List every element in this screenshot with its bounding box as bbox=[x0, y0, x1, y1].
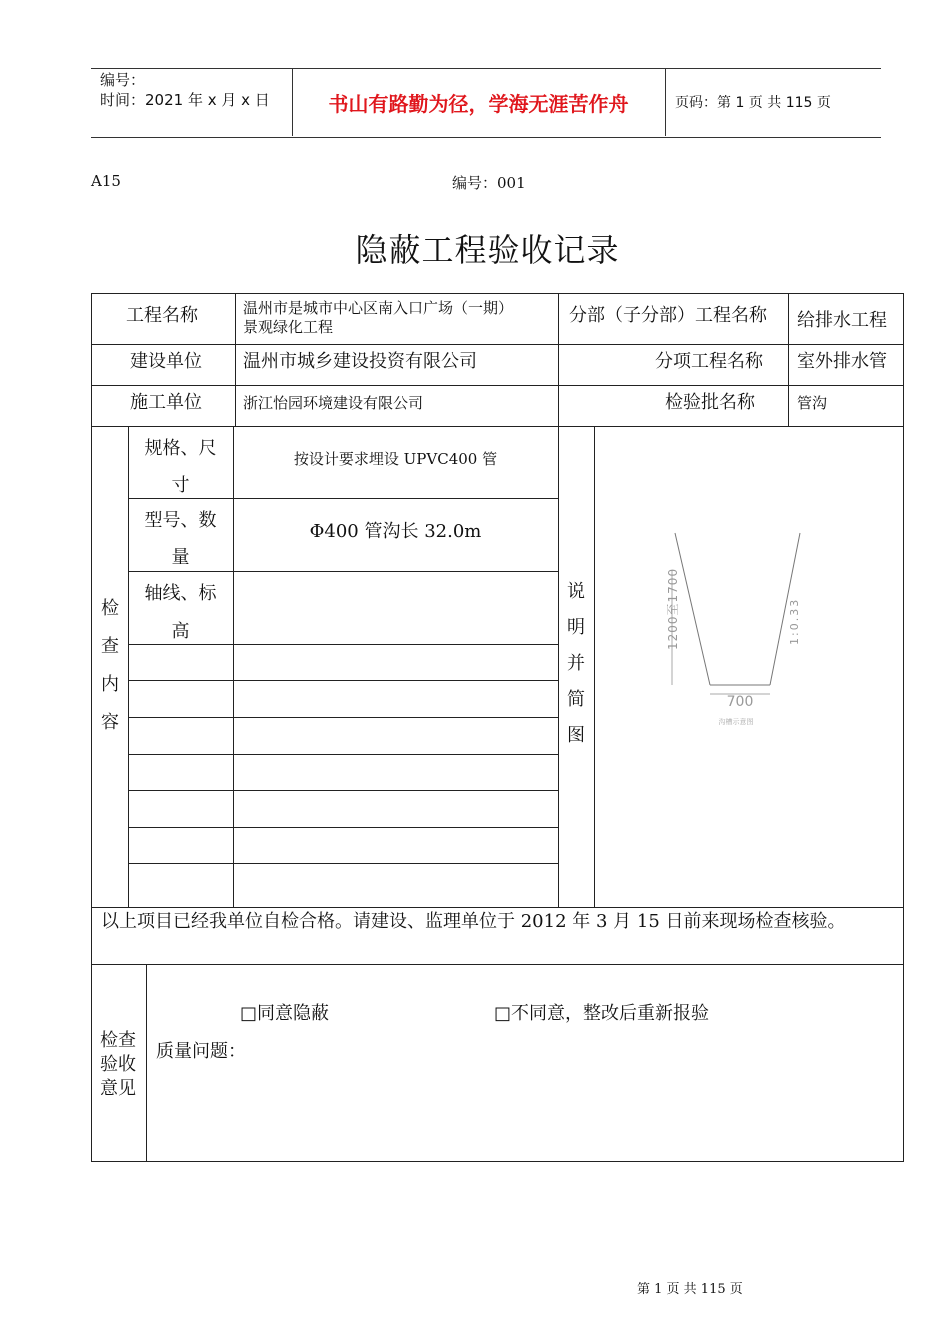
explain-label bbox=[564, 574, 588, 754]
model-label bbox=[128, 502, 233, 576]
footer-page: 第 1 页 共 115 页 bbox=[637, 1282, 743, 1297]
label-line: 寸 bbox=[171, 475, 190, 496]
label-char: 检 bbox=[101, 598, 119, 619]
table-line bbox=[91, 1161, 904, 1162]
header-meta bbox=[100, 70, 270, 110]
table-line bbox=[558, 293, 559, 907]
label-char: 简 bbox=[567, 689, 585, 710]
label-char: 查 bbox=[101, 636, 119, 657]
header-divider bbox=[665, 68, 666, 136]
label-char: 说 bbox=[567, 581, 585, 602]
label-char: 并 bbox=[567, 653, 585, 674]
project-name-line: 景观绿化工程 bbox=[243, 318, 334, 336]
table-line bbox=[594, 426, 595, 907]
spec-label bbox=[128, 430, 233, 504]
table-line bbox=[91, 293, 904, 294]
label-char: 明 bbox=[567, 617, 585, 638]
label-line: 高 bbox=[171, 621, 190, 642]
label-line: 意见 bbox=[100, 1078, 136, 1099]
construct-unit-label: 施工单位 bbox=[130, 392, 202, 413]
doc-code: A15 bbox=[91, 172, 121, 190]
header-number: 编号： bbox=[100, 71, 146, 89]
label-line: 规格、尺 bbox=[144, 438, 217, 459]
label-line: 验收 bbox=[100, 1054, 136, 1075]
self-check-text: 以上项目已经我单位自检合格。请建设、监理单位于 2012 年 3 月 15 日前来现场检查核验。 bbox=[101, 911, 846, 932]
doc-title: 隐蔽工程验收记录 bbox=[355, 231, 620, 269]
quality-label: 质量问题： bbox=[156, 1041, 246, 1062]
axis-label bbox=[128, 575, 233, 651]
disagree-option[interactable]: □不同意，整改后重新报验 bbox=[494, 1003, 710, 1024]
agree-option[interactable]: □同意隐蔽 bbox=[240, 1003, 330, 1024]
label-line: 型号、数 bbox=[144, 510, 217, 531]
table-line bbox=[128, 863, 558, 864]
header-page-info: 页码：第 1 页 共 115 页 bbox=[675, 95, 831, 111]
model-value: Φ400 管沟长 32.0m bbox=[309, 521, 482, 542]
label-line: 轴线、标 bbox=[144, 583, 217, 604]
opinion-label bbox=[100, 1029, 136, 1101]
label-char: 容 bbox=[101, 712, 119, 733]
check-content-label bbox=[98, 590, 122, 742]
table-line bbox=[128, 754, 558, 755]
table-line bbox=[128, 680, 558, 681]
table-line bbox=[233, 426, 234, 907]
sub-project-value: 给排水工程 bbox=[797, 310, 887, 331]
table-line bbox=[788, 293, 789, 426]
label-line: 量 bbox=[171, 547, 190, 568]
project-name-label: 工程名称 bbox=[126, 305, 198, 326]
table-line bbox=[91, 293, 92, 1162]
build-unit-value: 温州市城乡建设投资有限公司 bbox=[243, 351, 477, 372]
project-name-value bbox=[243, 299, 513, 337]
batch-label: 检验批名称 bbox=[665, 392, 755, 413]
construct-unit-value: 浙江怡园环境建设有限公司 bbox=[243, 394, 424, 412]
spec-value: 按设计要求埋设 UPVC400 管 bbox=[293, 450, 498, 468]
item-project-label: 分项工程名称 bbox=[655, 351, 763, 372]
table-line bbox=[903, 293, 904, 1162]
project-name-line: 温州市是城市中心区南入口广场（一期） bbox=[243, 299, 514, 317]
batch-value: 管沟 bbox=[797, 394, 828, 412]
table-line bbox=[91, 385, 904, 386]
table-line bbox=[128, 790, 558, 791]
trench-wall bbox=[675, 533, 710, 685]
sub-project-label: 分部（子分部）工程名称 bbox=[569, 305, 767, 326]
header-motto: 书山有路勤为径，学海无涯苦作舟 bbox=[328, 91, 629, 116]
label-line: 检查 bbox=[100, 1030, 136, 1051]
label-char: 内 bbox=[101, 674, 119, 695]
table-line bbox=[91, 907, 904, 908]
table-line bbox=[128, 827, 558, 828]
diagram-caption: 沟槽示意图 bbox=[718, 718, 754, 726]
trench-diagram bbox=[650, 525, 820, 735]
doc-number: 编号：001 bbox=[452, 174, 526, 192]
table-line bbox=[235, 293, 236, 426]
table-line bbox=[146, 964, 147, 1161]
table-line bbox=[91, 964, 904, 965]
header-time: 时间：2021 年 x 月 x 日 bbox=[100, 91, 270, 109]
table-line bbox=[128, 717, 558, 718]
slope-label: 1:0.33 bbox=[788, 597, 801, 645]
depth-label: 1200至1700 bbox=[666, 567, 680, 650]
table-line bbox=[91, 344, 904, 345]
item-project-value: 室外排水管 bbox=[797, 351, 887, 372]
width-label: 700 bbox=[726, 694, 754, 710]
table-line bbox=[91, 426, 904, 427]
build-unit-label: 建设单位 bbox=[130, 351, 202, 372]
label-char: 图 bbox=[567, 725, 585, 746]
